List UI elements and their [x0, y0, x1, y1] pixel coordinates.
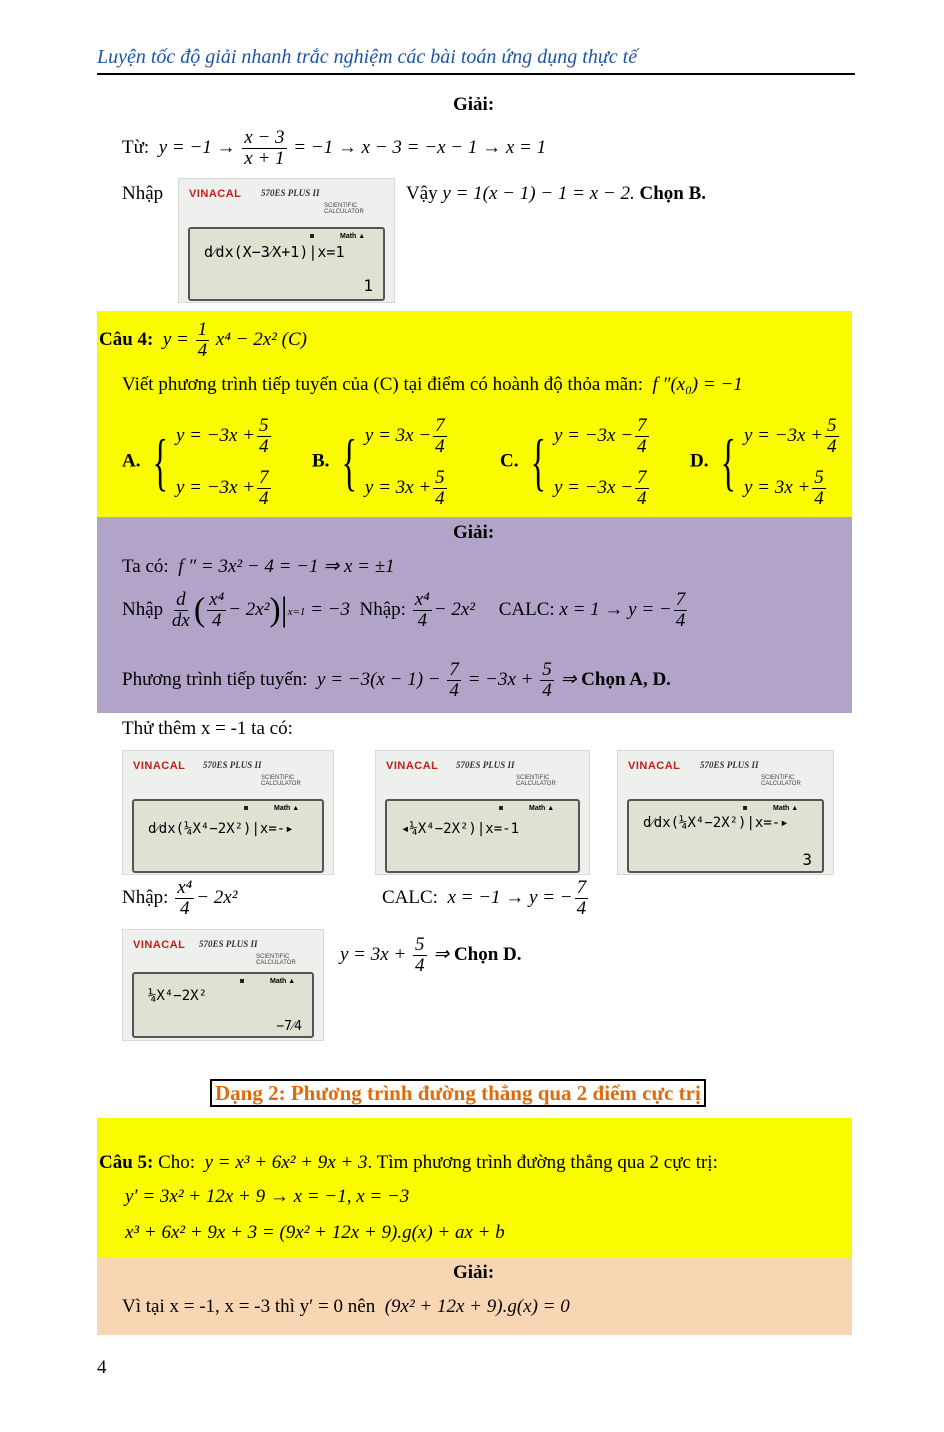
calc-result: 3 [802, 850, 812, 869]
calculator-screenshot [178, 178, 395, 303]
calc-sci: SCIENTIFIC CALCULATOR [516, 775, 556, 787]
solution-4-line2: Nhập $\frac{d}{dx}$ ( $\frac{\text{x⁴}}{4}$ − 2x²)|x=1 = −3 Nhập: $\frac{\text{x⁴}}{4}$ − 2x² CALC: x = 1 → y = − $\frac{7}{4}$ [122, 589, 686, 631]
option-b-label: B. [312, 450, 330, 472]
question-4-label: Câu 4: [99, 328, 154, 350]
calc-result: 1 [363, 276, 373, 295]
header-rule [97, 73, 855, 75]
calc-screen: ◙ Math ▲ d⁄dx(X−3⁄X+1)|x=1 1 [188, 227, 385, 301]
calc-math-indicator: Math ▲ [529, 805, 555, 812]
option-c: C. { y = −3x − $\frac{7}{4}$ y = −3x − $\frac{7}{4}$ [500, 414, 647, 509]
question-5-cho: Cho: [158, 1152, 196, 1173]
sol3-expression: y = 1(x − 1) − 1 = x − 2. [442, 183, 635, 204]
question-4-title: Câu 4: y = $\frac{1}{4}$ x⁴ − 2x² (C) [99, 319, 307, 361]
calc-sci: SCIENTIFIC CALCULATOR [324, 203, 364, 215]
calc-screen: ◙ Math ▲ d⁄dx(¼X⁴−2X²)|x=-▸ [132, 799, 324, 873]
calculator-screenshot [375, 750, 590, 875]
final-d-answer: Chọn D. [453, 943, 522, 965]
calc-screen: ◙ Math ▲ ¼X⁴−2X² −7⁄4 [132, 972, 314, 1038]
sol4-nhap2: Nhập: [359, 598, 406, 620]
calc-model: 570ES PLUS II [456, 760, 515, 770]
sol4-pt: Phương trình tiếp tuyến: [122, 668, 308, 690]
calc-sci: SCIENTIFIC CALCULATOR [761, 775, 801, 787]
question-5-division: x³ + 6x² + 9x + 3 = (9x² + 12x + 9).g(x) + ax + b [125, 1222, 505, 1243]
page-header: Luyện tốc độ giải nhanh trắc nghiệm các bài toán ứng dụng thực tế [97, 46, 638, 68]
sol3-conclusion [406, 183, 706, 205]
sol4-calc: CALC: [498, 598, 555, 620]
solution-5-heading: Giải: [453, 1262, 495, 1283]
solution-4-line3: Phương trình tiếp tuyến: y = −3(x − 1) − $\frac{7}{4}$ = −3x + $\frac{5}{4}$ ⇒ Chọn A, D. [122, 659, 671, 701]
calc-screen: ◙ Math ▲ ◂¼X⁴−2X²)|x=-1 [385, 799, 580, 873]
calculator-screenshot [617, 750, 834, 875]
calc-model: 570ES PLUS II [203, 760, 262, 770]
calculator-screenshot [122, 750, 334, 875]
calc-brand: VINACAL [133, 760, 186, 772]
calc-brand: VINACAL [133, 939, 186, 951]
extra-input-line: Nhập: $\frac{\text{x⁴}}{4}$ − 2x² [122, 877, 238, 919]
extra-check-text: Thử thêm x = -1 ta có: [122, 718, 293, 739]
section-title: Dạng 2: Phương trình đường thẳng qua 2 điểm cực trị [210, 1079, 706, 1107]
calc-sci: SCIENTIFIC CALCULATOR [261, 775, 301, 787]
option-c-label: C. [500, 450, 519, 472]
calc-model: 570ES PLUS II [199, 939, 258, 949]
calc-sci: SCIENTIFIC CALCULATOR [256, 954, 296, 966]
calc-math-indicator: Math ▲ [270, 978, 296, 985]
extra-calc-line: CALC: x = −1 → y = − $\frac{7}{4}$ [382, 877, 587, 919]
sol3-input-label: Nhập [122, 183, 164, 204]
solution-4-heading: Giải: [453, 522, 495, 543]
calc-model: 570ES PLUS II [700, 760, 759, 770]
question-5-label: Câu 5: [99, 1152, 154, 1173]
calc-math-indicator: Math ▲ [773, 805, 799, 812]
calc-model: 570ES PLUS II [261, 188, 320, 198]
question-4-text: Viết phương trình tiếp tuyến của (C) tại điểm có hoành độ thỏa mãn: f ″(x₀) = −1 [122, 374, 743, 395]
question-4-statement: Viết phương trình tiếp tuyến của (C) tại điểm có hoành độ thỏa mãn: [122, 374, 643, 395]
calculator-screenshot [122, 929, 324, 1041]
solution-5-line: Vì tại x = -1, x = -3 thì y′ = 0 nên (9x² + 12x + 9).g(x) = 0 [122, 1296, 570, 1317]
sol3-vay-label: Vậy [406, 183, 438, 204]
option-a: A. { y = −3x + $\frac{5}{4}$ y = −3x + $\frac{7}{4}$ [122, 414, 269, 509]
calc-brand: VINACAL [189, 188, 242, 200]
calc-expr-x: x=-1 [485, 821, 520, 837]
sol5-text: Vì tại x = -1, x = -3 thì y′ = 0 nên [122, 1296, 376, 1317]
calc-math-indicator: Math ▲ [274, 805, 300, 812]
solution-heading: Giải: [453, 94, 495, 115]
calc-math-indicator: Math ▲ [340, 233, 366, 240]
extra-nhap: Nhập: [122, 886, 169, 908]
question-5-derivative: y′ = 3x² + 12x + 9 → x = −1, x = −3 [125, 1186, 410, 1207]
option-a-label: A. [122, 450, 141, 472]
sol3-line1: Từ: y = −1 → $\frac{x - 3}{x + 1}$ = −1 → x − 3 = −x − 1 → x = 1 [122, 127, 547, 169]
question-5-statement: . Tìm phương trình đường thẳng qua 2 cực trị: [367, 1152, 718, 1173]
sol4-taco: Ta có: [122, 556, 169, 577]
page-number: 4 [97, 1357, 107, 1378]
option-b: B. { y = 3x − $\frac{7}{4}$ y = 3x + $\frac{5}{4}$ [312, 414, 445, 509]
calc-brand: VINACAL [386, 760, 439, 772]
extra-calc: CALC: [382, 886, 438, 908]
sol4-nhap: Nhập [122, 598, 164, 620]
sol3-from-label: Từ: [122, 136, 150, 158]
option-d-label: D. [690, 450, 709, 472]
calc-brand: VINACAL [628, 760, 681, 772]
final-d-line: y = 3x + $\frac{5}{4}$ ⇒ Chọn D. [340, 934, 522, 976]
section-title-box [210, 1081, 706, 1106]
sol3-answer: Chọn B. [639, 183, 706, 204]
solution-4-line1: Ta có: f ″ = 3x² − 4 = −1 ⇒ x = ±1 [122, 556, 395, 577]
calc-screen: ◙ Math ▲ d⁄dx(¼X⁴−2X²)|x=-▸ 3 [627, 799, 824, 873]
option-d: D. { y = −3x + $\frac{5}{4}$ y = 3x + $\frac{5}{4}$ [690, 414, 837, 509]
sol4-answer: Chọn A, D. [581, 668, 671, 690]
question-5-title: Câu 5: Cho: y = x³ + 6x² + 9x + 3. Tìm phương trình đường thẳng qua 2 cực trị: [99, 1152, 718, 1173]
